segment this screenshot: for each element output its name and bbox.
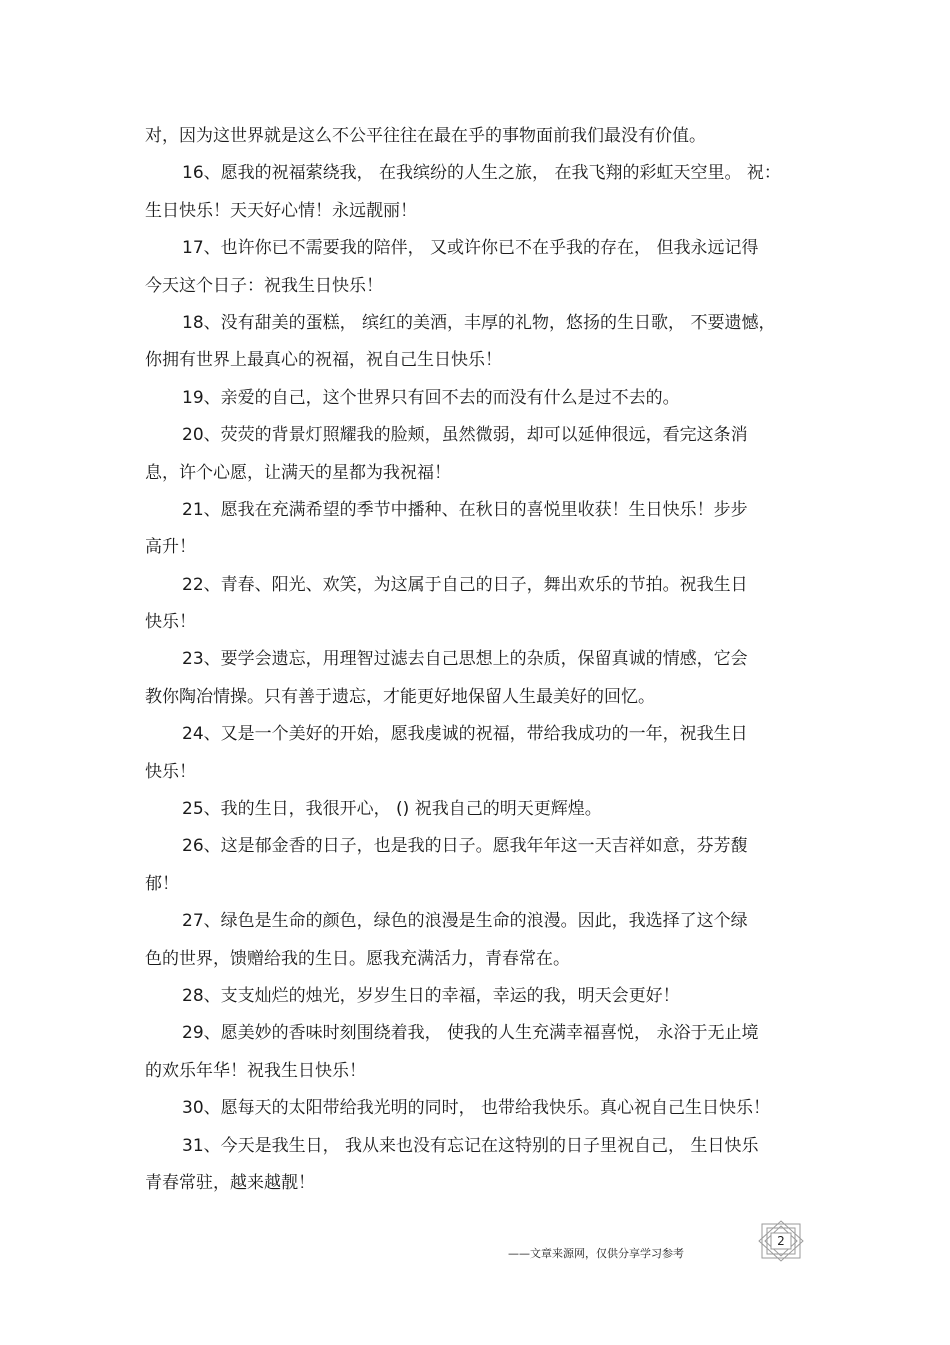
text-line: 你拥有世界上最真心的祝福，祝自己生日快乐！ xyxy=(145,350,502,371)
text-line: 对，因为这世界就是这么不公平往往在最在乎的事物面前我们最没有价值。 xyxy=(145,126,706,146)
text-line: 快乐！ xyxy=(145,612,196,633)
text-line: 今天这个日子：祝我生日快乐！ xyxy=(145,275,383,296)
text-line: 快乐！ xyxy=(145,761,196,782)
footer-source-note: ——文章来源网，仅供分享学习参考 xyxy=(508,1247,684,1260)
text-line: 23、要学会遗忘，用理智过滤去自己思想上的杂质，保留真诚的情感，它会 xyxy=(182,649,748,670)
text-line: 色的世界，馈赠给我的生日。愿我充满活力，青春常在。 xyxy=(145,948,570,969)
text-line: 20、荧荧的背景灯照耀我的脸颊，虽然微弱，却可以延伸很远，看完这条消 xyxy=(182,425,748,446)
text-line: 18、没有甜美的蛋糕， 缤红的美酒，丰厚的礼物，悠扬的生日歌， 不要遗憾， xyxy=(182,312,776,333)
text-line: 27、绿色是生命的颜色，绿色的浪漫是生命的浪漫。因此，我选择了这个绿 xyxy=(182,911,748,932)
page-number-badge xyxy=(756,1220,806,1262)
text-line: 郁！ xyxy=(145,873,179,894)
text-line: 28、支支灿烂的烛光，岁岁生日的幸福，幸运的我，明天会更好！ xyxy=(182,985,680,1006)
text-line: 21、愿我在充满希望的季节中播种、在秋日的喜悦里收获！生日快乐！步步 xyxy=(182,499,748,520)
text-line: 的欢乐年华！祝我生日快乐！ xyxy=(145,1060,366,1081)
text-line: 25、我的生日，我很开心， () 祝我自己的明天更辉煌。 xyxy=(182,799,602,820)
page-number: 2 xyxy=(777,1234,785,1248)
text-line: 高升！ xyxy=(145,537,196,558)
text-line: 29、愿美妙的香味时刻围绕着我， 使我的人生充满幸福喜悦， 永浴于无止境 xyxy=(182,1023,759,1044)
text-line: 息，许个心愿，让满天的星都为我祝福！ xyxy=(145,462,451,483)
text-line: 青春常驻，越来越靓！ xyxy=(145,1172,315,1193)
text-line: 19、亲爱的自己，这个世界只有回不去的而没有什么是过不去的。 xyxy=(182,387,680,408)
text-line: 教你陶冶情操。只有善于遗忘，才能更好地保留人生最美好的回忆。 xyxy=(145,686,655,707)
document-body xyxy=(145,118,805,1202)
text-line: 16、愿我的祝福萦绕我， 在我缤纷的人生之旅， 在我飞翔的彩虹天空里。 祝： xyxy=(182,163,781,184)
text-line: 24、又是一个美好的开始，愿我虔诚的祝福，带给我成功的一年，祝我生日 xyxy=(182,724,748,745)
text-line: 30、愿每天的太阳带给我光明的同时， 也带给我快乐。真心祝自己生日快乐！ xyxy=(182,1098,771,1119)
text-line: 31、今天是我生日， 我从来也没有忘记在这特别的日子里祝自己， 生日快乐 xyxy=(182,1135,759,1156)
text-line: 26、这是郁金香的日子，也是我的日子。愿我年年这一天吉祥如意，芬芳馥 xyxy=(182,836,748,857)
text-line: 生日快乐！天天好心情！永远靓丽！ xyxy=(145,200,417,221)
text-line: 22、青春、阳光、欢笑，为这属于自己的日子，舞出欢乐的节拍。祝我生日 xyxy=(182,574,748,595)
text-line: 17、也许你已不需要我的陪伴， 又或许你已不在乎我的存在， 但我永远记得 xyxy=(182,238,759,259)
